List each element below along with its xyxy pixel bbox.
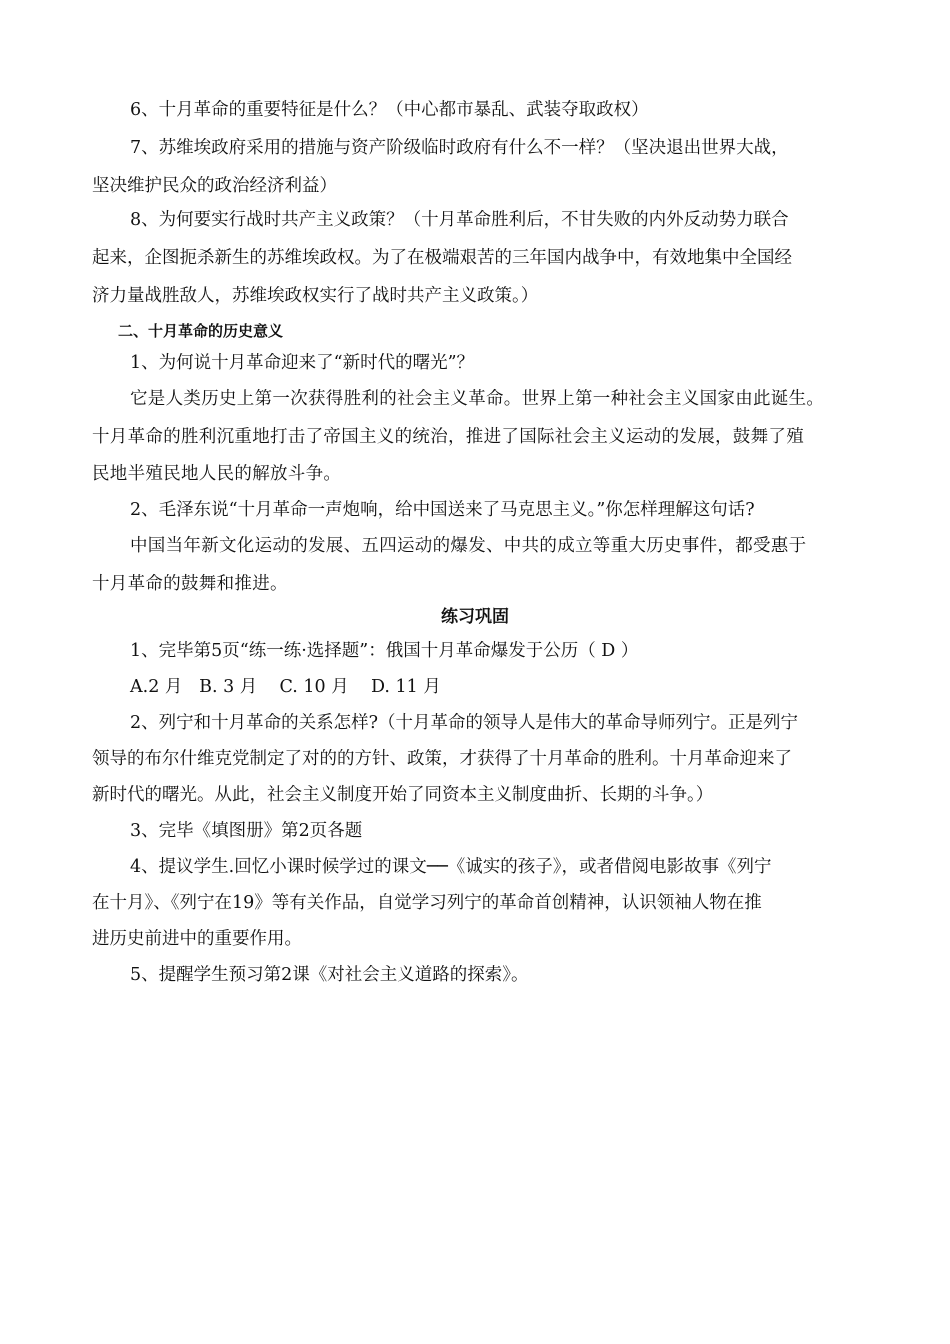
ex1-options: A.2 月 B. 3 月 C. 10 月 D. 11 月 [130, 677, 441, 697]
s2-a1-line-1: 它是人类历史上第一次获得胜利的社会主义革命。世界上第一种社会主义国家由此诞生。 [130, 389, 825, 409]
ex1-line: 1、完毕第5页“练一练·选择题”：俄国十月革命爆发于公历（ D ） [130, 641, 639, 661]
q7-line-1: 7、苏维埃政府采用的措施与资产阶级临时政府有什么不一样？（坚决退出世界大战， [130, 138, 789, 158]
s2-a1-line-2: 十月革命的胜利沉重地打击了帝国主义的统治，推进了国际社会主义运动的发展，鼓舞了殖 [92, 427, 804, 447]
ex2-line-1: 2、列宁和十月革命的关系怎样?（十月革命的领导人是伟大的革命导师列宁。正是列宁 [130, 713, 799, 733]
q8-line-1: 8、为何要实行战时共产主义政策？（十月革命胜利后，不甘失败的内外反动势力联合 [130, 210, 789, 230]
ex4-line-3: 进历史前进中的重要作用。 [92, 929, 302, 949]
s2-q2-line: 2、毛泽东说“十月革命一声炮响，给中国送来了马克思主义。”你怎样理解这句话? [130, 500, 755, 520]
section-heading-2: 二、十月革命的历史意义 [118, 322, 284, 340]
ex3-line: 3、完毕《填图册》第2页各题 [130, 821, 363, 841]
ex4-line-1: 4、提议学生.回忆小课时候学过的课文──《诚实的孩子》，或者借阅电影故事《列宁 [130, 857, 772, 877]
ex2-line-2: 领导的布尔什维克党制定了对的的方针、政策，才获得了十月革命的胜利。十月革命迎来了 [92, 749, 792, 769]
s2-a2-line-2: 十月革命的鼓舞和推进。 [92, 574, 288, 594]
ex5-line: 5、提醒学生预习第2课《对社会主义道路的探索》。 [130, 965, 529, 985]
q7-line-2: 坚决维护民众的政治经济利益） [92, 176, 337, 196]
ex4-line-2: 在十月》、《列宁在19》等有关作品，自觉学习列宁的革命首创精神，认识领袖人物在推 [92, 893, 762, 913]
s2-q1-line: 1、为何说十月革命迎来了“新时代的曙光”？ [130, 353, 475, 373]
q6-line: 6、十月革命的重要特征是什么？（中心都市暴乱、武装夺取政权） [130, 100, 649, 120]
s2-a1-line-3: 民地半殖民地人民的解放斗争。 [92, 464, 342, 484]
q8-line-3: 济力量战胜敌人，苏维埃政权实行了战时共产主义政策。） [92, 286, 539, 306]
q8-line-2: 起来，企图扼杀新生的苏维埃政权。为了在极端艰苦的三年国内战争中，有效地集中全国经 [92, 248, 792, 268]
exercise-title: 练习巩固 [441, 607, 509, 627]
s2-a2-line-1: 中国当年新文化运动的发展、五四运动的爆发、中共的成立等重大历史事件，都受惠于 [130, 536, 807, 556]
ex2-line-3: 新时代的曙光。从此，社会主义制度开始了同资本主义制度曲折、长期的斗争。） [92, 785, 714, 805]
